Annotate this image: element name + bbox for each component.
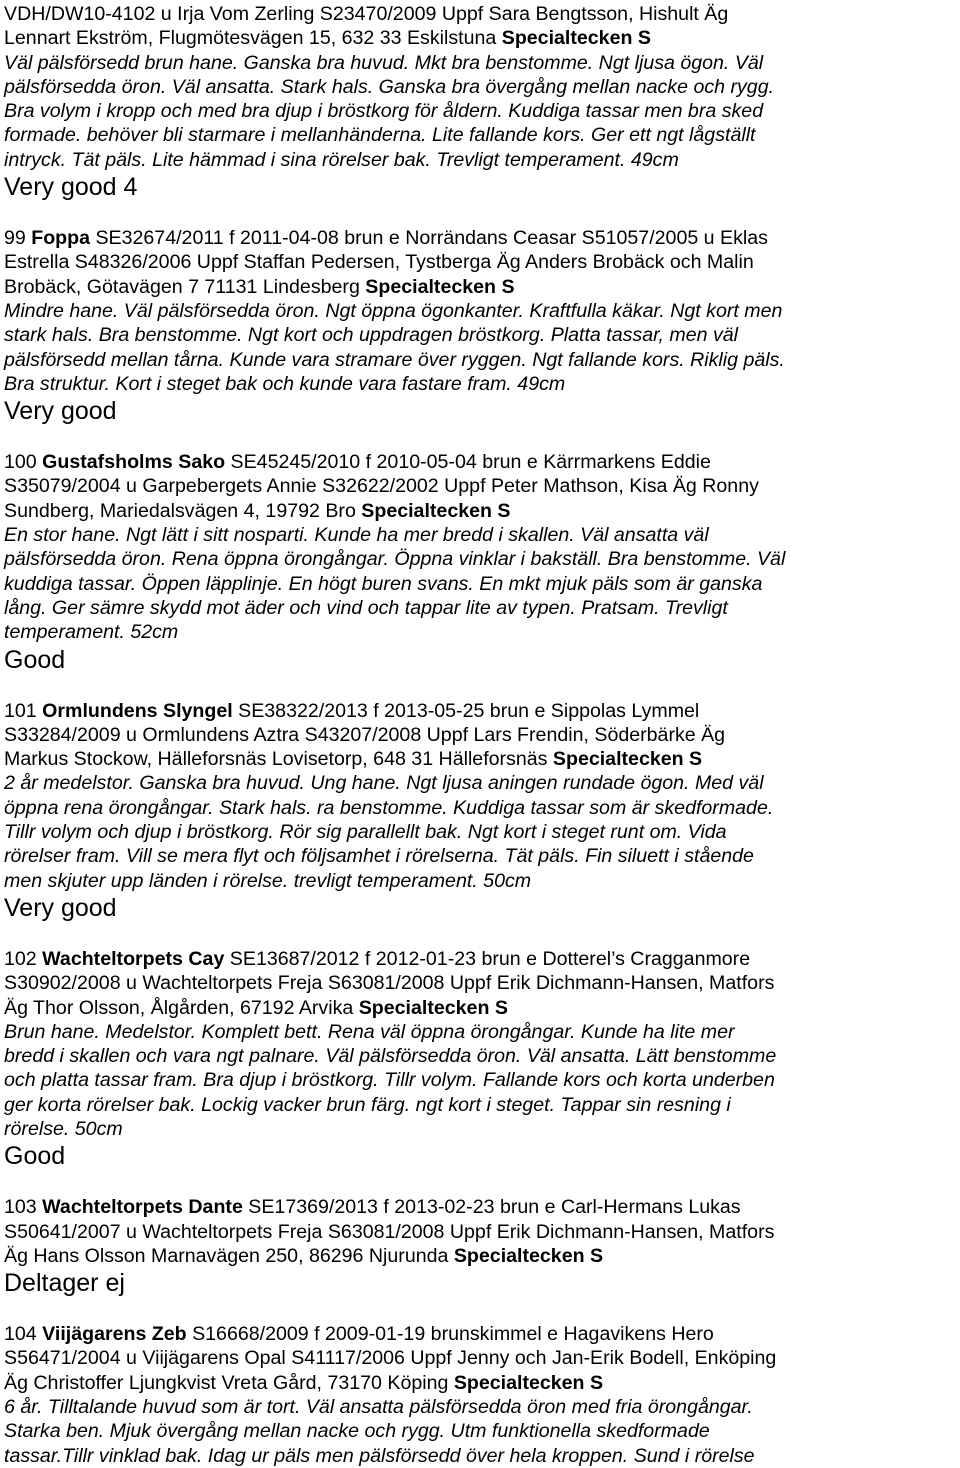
entry-info-line: 102 Wachteltorpets Cay SE13687/2012 f 2012-01-23 brun e Dotterel’s Cragganmore — [4, 947, 751, 970]
verdict: Very good — [4, 397, 117, 426]
entry-info-line: Markus Stockow, Hälleforsnäs Lovisetorp, 648 31 Hälleforsnäs Specialtecken S — [4, 748, 703, 771]
special-mark: Specialtecken S — [365, 275, 515, 298]
critique-line: lång. Ger sämre skydd mot äder och vind och tappar lite av typen. Pratsam. Trevligt — [4, 596, 728, 619]
dog-name: Ormlundens Slyngel — [42, 699, 233, 722]
verdict: Deltager ej — [4, 1269, 125, 1298]
entry-number: 100 — [4, 451, 37, 474]
entry-info-line: Äg Thor Olsson, Ålgården, 67192 Arvika Specialtecken S — [4, 996, 508, 1019]
spacer — [4, 1171, 956, 1195]
entry-number: 103 — [4, 1196, 37, 1219]
verdict: Very good 4 — [4, 173, 138, 202]
dog-entry — [4, 1322, 956, 1468]
critique-line: 6 år. Tilltalande huvud som är tort. Väl ansatta pälsförsedda öron med fria örongångar. — [4, 1396, 753, 1419]
special-mark: Specialtecken S — [552, 748, 703, 771]
critique-line: kuddiga tassar. Öppen läpplinje. En högt buren svans. En mkt mjuk päls som är ganska — [4, 572, 763, 595]
critique-line: Bra volym i kropp och med bra djup i bröstkorg för åldern. Kuddiga tassar men bra sked — [4, 100, 764, 123]
spacer — [4, 923, 956, 947]
critique-line: temperament. 52cm — [4, 621, 179, 644]
entry-info-line: S35079/2004 u Garpebergets Annie S32622/2002 Uppf Peter Mathson, Kisa Äg Ronny — [4, 475, 759, 498]
entry-info-line: S30902/2008 u Wachteltorpets Freja S63081/2008 Uppf Erik Dichmann-Hansen, Matfors — [4, 972, 775, 995]
critique-line: intryck. Tät päls. Lite hämmad i sina rörelser bak. Trevligt temperament. 49cm — [4, 148, 679, 171]
dog-name: Viijägarens Zeb — [42, 1323, 187, 1346]
entry-info-line: Äg Hans Olsson Marnavägen 250, 86296 Njurunda Specialtecken S — [4, 1244, 604, 1267]
entry-info-line: Sundberg, Mariedalsvägen 4, 19792 Bro Specialtecken S — [4, 499, 511, 522]
entry-info-line: Estrella S48326/2006 Uppf Staffan Pedersen, Tystberga Äg Anders Brobäck och Malin — [4, 251, 754, 274]
critique-line: öppna rena örongångar. Stark hals. ra benstomme. Kuddiga tassar som är skedformade. — [4, 796, 774, 819]
dog-entry — [4, 947, 956, 1171]
special-mark: Specialtecken S — [501, 27, 651, 50]
entry-info-line: 100 Gustafsholms Sako SE45245/2010 f 2010-05-04 brun e Kärrmarkens Eddie — [4, 451, 711, 474]
special-mark: Specialtecken S — [361, 499, 511, 522]
entry-number: 99 — [4, 227, 26, 250]
entry-info-line: S56471/2004 u Viijägarens Opal S41117/2006 Uppf Jenny och Jan-Erik Bodell, Enköping — [4, 1347, 777, 1370]
entry-info-line: Lennart Ekström, Flugmötesvägen 15, 632 33 Eskilstuna Specialtecken S — [4, 27, 651, 50]
dog-entry — [4, 699, 956, 923]
dog-entry — [4, 2, 956, 202]
dog-name: Foppa — [31, 227, 91, 250]
critique-line: Väl pälsförsedd brun hane. Ganska bra huvud. Mkt bra benstomme. Ngt ljusa ögon. Väl — [4, 51, 764, 74]
entry-number: 102 — [4, 947, 37, 970]
spacer — [4, 426, 956, 450]
special-mark: Specialtecken S — [453, 1244, 604, 1267]
entry-number: 104 — [4, 1323, 37, 1346]
critique-line: Starka ben. Mjuk övergång mellan nacke och rygg. Utm funktionella skedformade — [4, 1420, 710, 1443]
critique-line: pälsförsedda öron. Rena öppna örongångar. Öppna vinklar i bakställ. Bra benstomme. Väl — [4, 548, 786, 571]
dog-entry — [4, 1195, 956, 1298]
special-mark: Specialtecken S — [358, 996, 508, 1019]
spacer — [4, 1298, 956, 1322]
critique-line: formade. behöver bli starmare i mellanhänderna. Lite fallande kors. Ger ett ngt lågställt — [4, 124, 756, 147]
document-page — [4, 0, 956, 1468]
entry-info-line: S33284/2009 u Ormlundens Aztra S43207/2008 Uppf Lars Frendin, Söderbärke Äg — [4, 723, 726, 746]
entry-info-line: 103 Wachteltorpets Dante SE17369/2013 f 2013-02-23 brun e Carl-Hermans Lukas — [4, 1196, 741, 1219]
verdict: Good — [4, 1142, 66, 1171]
entry-info-line: S50641/2007 u Wachteltorpets Freja S63081/2008 Uppf Erik Dichmann-Hansen, Matfors — [4, 1220, 775, 1243]
spacer — [4, 202, 956, 226]
entry-info-line: 101 Ormlundens Slyngel SE38322/2013 f 2013-05-25 brun e Sippolas Lymmel — [4, 699, 700, 722]
critique-line: rörelser fram. Vill se mera flyt och följsamhet i rörelserna. Tät päls. Fin siluett i stående — [4, 845, 754, 868]
critique-line: tassar.Tillr vinklad bak. Idag ur päls men pälsförsedd över hela kroppen. Sund i rörelse — [4, 1444, 755, 1467]
critique-line: ger korta rörelser bak. Lockig vacker brun färg. ngt kort i steget. Tappar sin resning i — [4, 1093, 731, 1116]
entry-info-line: 99 Foppa SE32674/2011 f 2011-04-08 brun e Norrändans Ceasar S51057/2005 u Eklas — [4, 227, 768, 250]
critique-line: Tillr volym och djup i bröstkorg. Rör sig parallellt bak. Ngt kort i steget runt om. Vida — [4, 821, 727, 844]
critique-line: pälsförsedda öron. Väl ansatta. Stark hals. Ganska bra övergång mellan nacke och rygg. — [4, 75, 775, 98]
critique-line: och platta tassar fram. Bra djup i bröstkorg. Tillr volym. Fallande kors och korta underben — [4, 1069, 775, 1092]
special-mark: Specialtecken S — [453, 1371, 604, 1394]
entry-info-line: Brobäck, Götavägen 7 71131 Lindesberg Specialtecken S — [4, 275, 515, 298]
critique-line: Brun hane. Medelstor. Komplett bett. Rena väl öppna örongångar. Kunde ha lite mer — [4, 1020, 735, 1043]
entry-info-line: Äg Christoffer Ljungkvist Vreta Gård, 73170 Köping Specialtecken S — [4, 1371, 604, 1394]
critique-line: 2 år medelstor. Ganska bra huvud. Ung hane. Ngt ljusa aningen rundade ögon. Med väl — [4, 772, 764, 795]
critique-line: En stor hane. Ngt lätt i sitt nosparti. Kunde ha mer bredd i skallen. Väl ansatta väl — [4, 524, 709, 547]
critique-line: pälsförsedd mellan tårna. Kunde vara stramare över ryggen. Ngt fallande kors. Riklig päls. — [4, 348, 785, 371]
critique-line: stark hals. Bra benstomme. Ngt kort och uppdragen bröstkorg. Platta tassar, men väl — [4, 324, 739, 347]
entry-info-line: 104 Viijägarens Zeb S16668/2009 f 2009-01-19 brunskimmel e Hagavikens Hero — [4, 1323, 714, 1346]
dog-entry — [4, 450, 956, 674]
critique-line: Mindre hane. Väl pälsförsedda öron. Ngt öppna ögonkanter. Kraftfulla käkar. Ngt kort men — [4, 299, 783, 322]
entry-number: 101 — [4, 699, 37, 722]
critique-line: rörelse. 50cm — [4, 1117, 123, 1140]
verdict: Very good — [4, 893, 117, 922]
dog-entry — [4, 226, 956, 426]
verdict: Good — [4, 645, 66, 674]
critique-line: Bra struktur. Kort i steget bak och kunde vara fastare fram. 49cm — [4, 372, 566, 395]
critique-line: bredd i skallen och vara ngt palnare. Väl pälsförsedda öron. Väl ansatta. Lätt benstomme — [4, 1045, 777, 1068]
spacer — [4, 675, 956, 699]
critique-line: men skjuter upp länden i rörelse. trevligt temperament. 50cm — [4, 869, 532, 892]
dog-name: Wachteltorpets Cay — [42, 947, 225, 970]
dog-name: Gustafsholms Sako — [42, 451, 226, 474]
dog-name: Wachteltorpets Dante — [42, 1196, 243, 1219]
entry-info-line: VDH/DW10-4102 u Irja Vom Zerling S23470/2009 Uppf Sara Bengtsson, Hishult Äg — [4, 3, 729, 25]
